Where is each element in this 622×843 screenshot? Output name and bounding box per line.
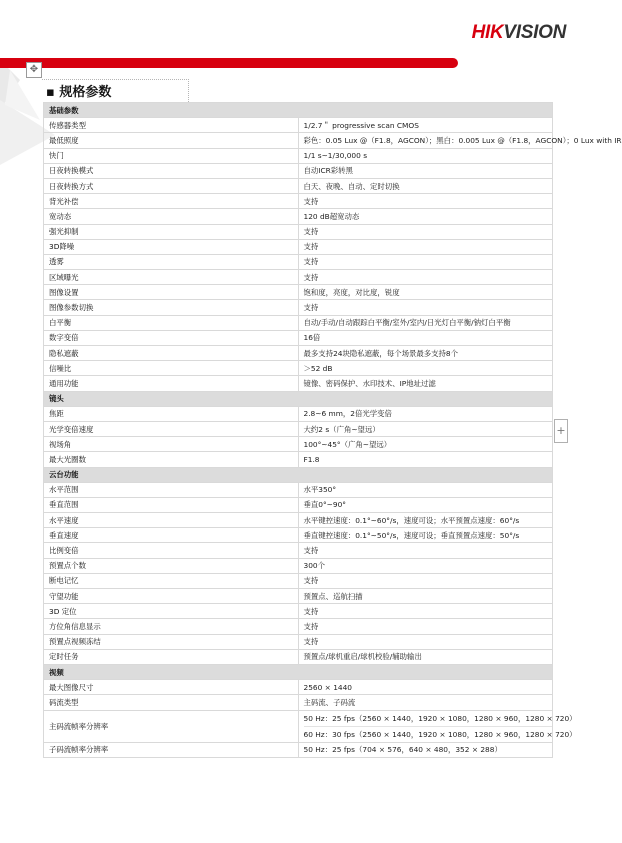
spec-row <box>44 254 553 269</box>
spec-row <box>44 285 553 300</box>
spec-row <box>44 346 553 361</box>
spec-key: 码流类型 <box>44 695 299 710</box>
spec-key: 预置点视频冻结 <box>44 634 299 649</box>
spec-row <box>44 558 553 573</box>
hikvision-logo: HIKVISION <box>471 22 566 43</box>
spec-key: 快门 <box>44 148 299 163</box>
spec-key: 水平范围 <box>44 482 299 497</box>
spec-key: 区域曝光 <box>44 270 299 285</box>
spec-row <box>44 148 553 163</box>
spec-value: 16倍 <box>298 330 553 345</box>
section-header-row <box>44 664 553 679</box>
spec-value: 支持 <box>298 634 553 649</box>
spec-row <box>44 361 553 376</box>
spec-value: 支持 <box>298 604 553 619</box>
spec-row <box>44 239 553 254</box>
section-heading: 基础参数 <box>44 103 553 118</box>
spec-value: 120 dB超宽动态 <box>298 209 553 224</box>
spec-row <box>44 497 553 512</box>
section-heading: 镜头 <box>44 391 553 406</box>
spec-value: 支持 <box>298 239 553 254</box>
spec-value: 自动/手动/自动跟踪白平衡/室外/室内/日光灯白平衡/钠灯白平衡 <box>298 315 553 330</box>
spec-value: 垂直键控速度：0.1°~50°/s，速度可设；垂直预置点速度：50°/s <box>298 528 553 543</box>
spec-key: 垂直范围 <box>44 497 299 512</box>
spec-row <box>44 589 553 604</box>
spec-row <box>44 573 553 588</box>
spec-value: 1/2.7＂ progressive scan CMOS <box>298 118 553 133</box>
spec-key: 视场角 <box>44 437 299 452</box>
spec-key: 垂直速度 <box>44 528 299 543</box>
spec-key: 守望功能 <box>44 589 299 604</box>
spec-row <box>44 437 553 452</box>
spec-value: 彩色：0.05 Lux @（F1.8，AGCON）；黑白：0.005 Lux @（F1.8，AGCON）；0 Lux with IR <box>298 133 553 148</box>
spec-key: 图像设置 <box>44 285 299 300</box>
spec-value: 1/1 s~1/30,000 s <box>298 148 553 163</box>
spec-key: 背光补偿 <box>44 194 299 209</box>
spec-value: 自动ICR彩转黑 <box>298 163 553 178</box>
spec-row <box>44 452 553 467</box>
section-header-row <box>44 467 553 482</box>
spec-value: 2560 × 1440 <box>298 680 553 695</box>
spec-key: 日夜转换模式 <box>44 163 299 178</box>
spec-key: 断电记忆 <box>44 573 299 588</box>
spec-value: 预置点/球机重启/球机校验/辅助输出 <box>298 649 553 664</box>
spec-row <box>44 300 553 315</box>
spec-row <box>44 680 553 695</box>
spec-key: 传感器类型 <box>44 118 299 133</box>
spec-value: 主码流、子码流 <box>298 695 553 710</box>
spec-value: 300个 <box>298 558 553 573</box>
header-red-bar <box>0 58 458 68</box>
spec-key: 最低照度 <box>44 133 299 148</box>
spec-value: 大约2 s（广角~望远） <box>298 421 553 436</box>
spec-key: 定时任务 <box>44 649 299 664</box>
spec-row <box>44 604 553 619</box>
spec-row <box>44 376 553 391</box>
spec-key: 焦距 <box>44 406 299 421</box>
spec-key: 通用功能 <box>44 376 299 391</box>
spec-value: 水平350° <box>298 482 553 497</box>
spec-row <box>44 270 553 285</box>
spec-key: 3D 定位 <box>44 604 299 619</box>
section-header-row <box>44 391 553 406</box>
spec-value: 饱和度，亮度，对比度，锐度 <box>298 285 553 300</box>
spec-key: 主码流帧率分辨率 <box>44 710 299 742</box>
spec-key: 预置点个数 <box>44 558 299 573</box>
spec-row <box>44 133 553 148</box>
page-title: ▪ 规格参数 <box>46 85 112 100</box>
move-handle-icon[interactable]: ✥ <box>26 62 42 78</box>
spec-key: 比例变倍 <box>44 543 299 558</box>
spec-key: 子码流帧率分辨率 <box>44 742 299 757</box>
spec-row <box>44 421 553 436</box>
add-handle-icon[interactable]: + <box>554 419 568 443</box>
spec-value: 支持 <box>298 543 553 558</box>
spec-key: 方位角信息显示 <box>44 619 299 634</box>
spec-row <box>44 118 553 133</box>
spec-row <box>44 619 553 634</box>
spec-value: 支持 <box>298 619 553 634</box>
spec-value: 水平键控速度：0.1°~60°/s，速度可设；水平预置点速度：60°/s <box>298 513 553 528</box>
spec-key: 数字变倍 <box>44 330 299 345</box>
spec-value: 支持 <box>298 194 553 209</box>
spec-row <box>44 513 553 528</box>
spec-row <box>44 209 553 224</box>
spec-value: 支持 <box>298 254 553 269</box>
spec-value: ＞52 dB <box>298 361 553 376</box>
spec-row <box>44 543 553 558</box>
spec-row <box>44 528 553 543</box>
spec-value: 支持 <box>298 300 553 315</box>
spec-key: 光学变倍速度 <box>44 421 299 436</box>
spec-value: 最多支持24块隐私遮蔽，每个场景最多支持8个 <box>298 346 553 361</box>
spec-key: 白平衡 <box>44 315 299 330</box>
spec-value: 垂直0°~90° <box>298 497 553 512</box>
spec-row <box>44 163 553 178</box>
spec-value: 镜像、密码保护、水印技术、IP地址过滤 <box>298 376 553 391</box>
section-heading: 视频 <box>44 664 553 679</box>
spec-value-line: 50 Hz：25 fps（2560 × 1440，1920 × 1080，1280 × 960，1280 × 720） <box>303 713 577 723</box>
spec-value-line: 60 Hz：30 fps（2560 × 1440，1920 × 1080，1280 × 960，1280 × 720） <box>304 726 553 742</box>
spec-row <box>44 634 553 649</box>
spec-value: 50 Hz：25 fps（704 × 576，640 × 480，352 × 288） <box>298 742 553 757</box>
spec-value: 支持 <box>298 573 553 588</box>
spec-key: 图像参数切换 <box>44 300 299 315</box>
spec-key: 水平速度 <box>44 513 299 528</box>
spec-row <box>44 315 553 330</box>
spec-row <box>44 695 553 710</box>
spec-key: 3D降噪 <box>44 239 299 254</box>
spec-value: 预置点、巡航扫描 <box>298 589 553 604</box>
spec-value: 白天、夜晚、自动、定时切换 <box>298 178 553 193</box>
spec-table <box>43 102 622 758</box>
spec-row <box>44 178 553 193</box>
spec-key: 信噪比 <box>44 361 299 376</box>
spec-row <box>44 649 553 664</box>
spec-row <box>44 406 553 421</box>
spec-key: 强光抑制 <box>44 224 299 239</box>
spec-row <box>44 224 553 239</box>
spec-row <box>44 194 553 209</box>
spec-key: 隐私遮蔽 <box>44 346 299 361</box>
section-header-row <box>44 103 553 118</box>
spec-value: 支持 <box>298 270 553 285</box>
spec-key: 透雾 <box>44 254 299 269</box>
spec-value: 2.8~6 mm，2倍光学变倍 <box>298 406 553 421</box>
spec-row <box>44 330 553 345</box>
spec-key: 最大图像尺寸 <box>44 680 299 695</box>
spec-key: 最大光圈数 <box>44 452 299 467</box>
section-heading: 云台功能 <box>44 467 553 482</box>
spec-value: 支持 <box>298 224 553 239</box>
spec-key: 日夜转换方式 <box>44 178 299 193</box>
spec-value: F1.8 <box>298 452 553 467</box>
spec-row <box>44 710 553 742</box>
spec-value <box>298 710 577 742</box>
spec-key: 宽动态 <box>44 209 299 224</box>
spec-row <box>44 742 553 757</box>
spec-value: 100°~45°（广角~望远） <box>298 437 553 452</box>
spec-row <box>44 482 553 497</box>
